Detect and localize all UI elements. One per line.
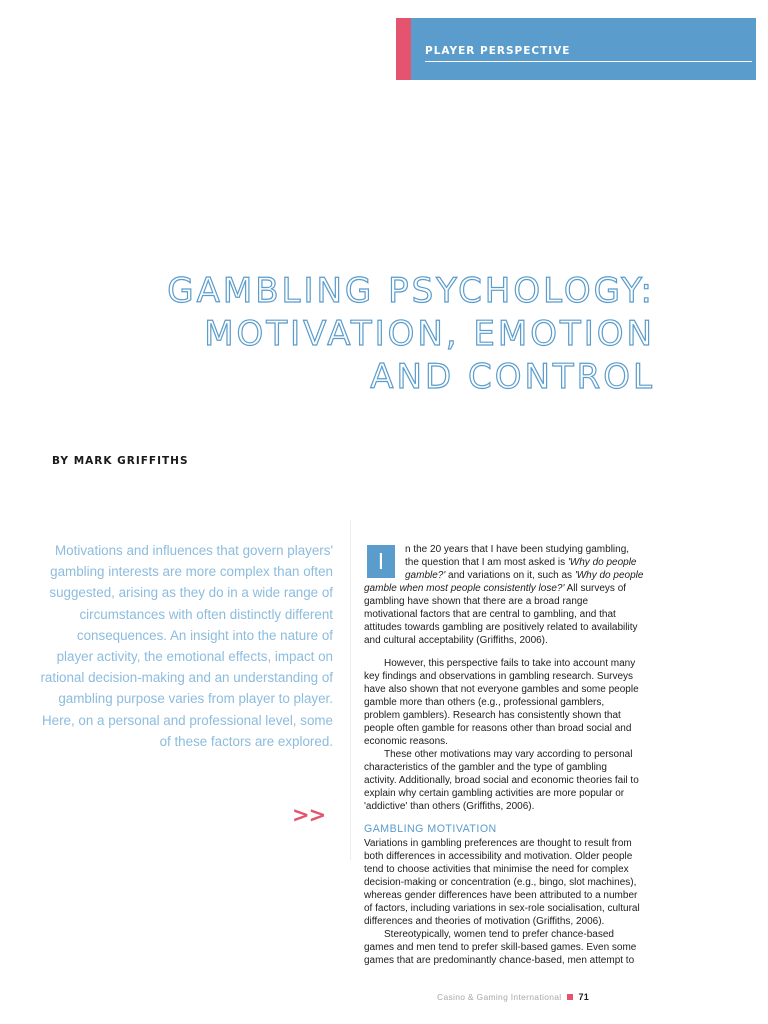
byline: BY MARK GRIFFITHS bbox=[52, 455, 189, 467]
body-line: However, this perspective fails to take into account many bbox=[384, 658, 636, 669]
body-paragraphs-2-3 bbox=[364, 657, 659, 813]
standfirst: Motivations and influences that govern players' gambling interests are more complex than often suggested, arising as they do in a wide range of circumstances with often distinctly different consequences. An insight into the nature of player activity, the emotional effects, impact on rational decision-making and an understanding of gambling purpose varies from player to player. Here, on a personal and professional level, some of these factors are explored. bbox=[40, 543, 333, 749]
body-line: and cultural acceptability (Griffiths, 2006). bbox=[364, 635, 548, 646]
body-line: tend to choose activities that minimise the need for complex bbox=[364, 864, 629, 875]
article-title bbox=[20, 270, 655, 399]
body-line: key findings and observations in gambling research. Surveys bbox=[364, 671, 634, 682]
body-line: games that are predominantly chance-based, men attempt to bbox=[364, 955, 635, 966]
body-line: whereas gender differences have been attributed to a number bbox=[364, 890, 638, 901]
footer-square-icon bbox=[567, 994, 573, 1000]
body-line: These other motivations may vary according to personal bbox=[384, 749, 633, 760]
body-line: games and men tend to prefer skill-based games. Even some bbox=[364, 942, 637, 953]
body-line: attitudes towards gambling are positively related to availability bbox=[364, 622, 638, 633]
body-line: activity. Additionally, broad social and economic theories fail to bbox=[364, 775, 639, 786]
body-line: problem gamblers). Research has consistently shown that bbox=[364, 710, 621, 721]
body-line: 'addictive' than others (Griffiths, 2006). bbox=[364, 801, 535, 812]
body-line: gamble?' and variations on it, such as 'Why do people bbox=[405, 570, 644, 581]
body-line: n the 20 years that I have been studying gambling, bbox=[405, 544, 630, 555]
drop-cap: I bbox=[367, 545, 395, 578]
title-line-3: AND CONTROL bbox=[370, 357, 655, 397]
body-line: explain why certain gambling activities are more popular or bbox=[364, 788, 625, 799]
continue-chevrons: >> bbox=[292, 803, 326, 827]
page-footer bbox=[437, 992, 589, 1002]
body-line: gamble when most people consistently lose?' All surveys of bbox=[364, 583, 627, 594]
section-tab-accent-bar bbox=[396, 18, 411, 80]
section-tab-rule bbox=[425, 61, 752, 62]
body-line: gambling have shown that there are a broad range bbox=[364, 596, 589, 607]
body-line: differences and theories of motivation (Griffiths, 2006). bbox=[364, 916, 605, 927]
body-line: both differences in accessibility and motivation. Older people bbox=[364, 851, 633, 862]
body-line: motivational factors that are central to gambling, and that bbox=[364, 609, 616, 620]
body-line: of factors, including variations in sex-role socialisation, cultural bbox=[364, 903, 640, 914]
body-line: decision-making or concentration (e.g., bingo, slot machines), bbox=[364, 877, 637, 888]
body-line: Variations in gambling preferences are thought to result from bbox=[364, 838, 632, 849]
body-line: economic reasons. bbox=[364, 736, 448, 747]
body-line: Stereotypically, women tend to prefer chance-based bbox=[384, 929, 614, 940]
subheading-gambling-motivation: GAMBLING MOTIVATION bbox=[364, 823, 497, 835]
body-line: characteristics of the gambler and the type of gambling bbox=[364, 762, 607, 773]
body-paragraph-intro bbox=[364, 543, 659, 647]
title-line-2: MOTIVATION, EMOTION bbox=[204, 314, 655, 354]
body-line: the question that I am most asked is 'Why do people bbox=[405, 557, 637, 568]
body-line: have also shown that not everyone gambles and some people bbox=[364, 684, 639, 695]
page-number: 71 bbox=[578, 992, 590, 1002]
body-line: people often gamble for reasons other than broad social and bbox=[364, 723, 632, 734]
title-line-1: GAMBLING PSYCHOLOGY: bbox=[167, 271, 655, 311]
section-tab bbox=[396, 18, 756, 80]
body-paragraphs-4-5 bbox=[364, 837, 659, 967]
body-line: gamble more than others (e.g., professional gamblers, bbox=[364, 697, 605, 708]
footer-running-title: Casino & Gaming International bbox=[437, 992, 562, 1002]
section-label: PLAYER PERSPECTIVE bbox=[425, 45, 571, 57]
column-divider bbox=[350, 520, 351, 860]
